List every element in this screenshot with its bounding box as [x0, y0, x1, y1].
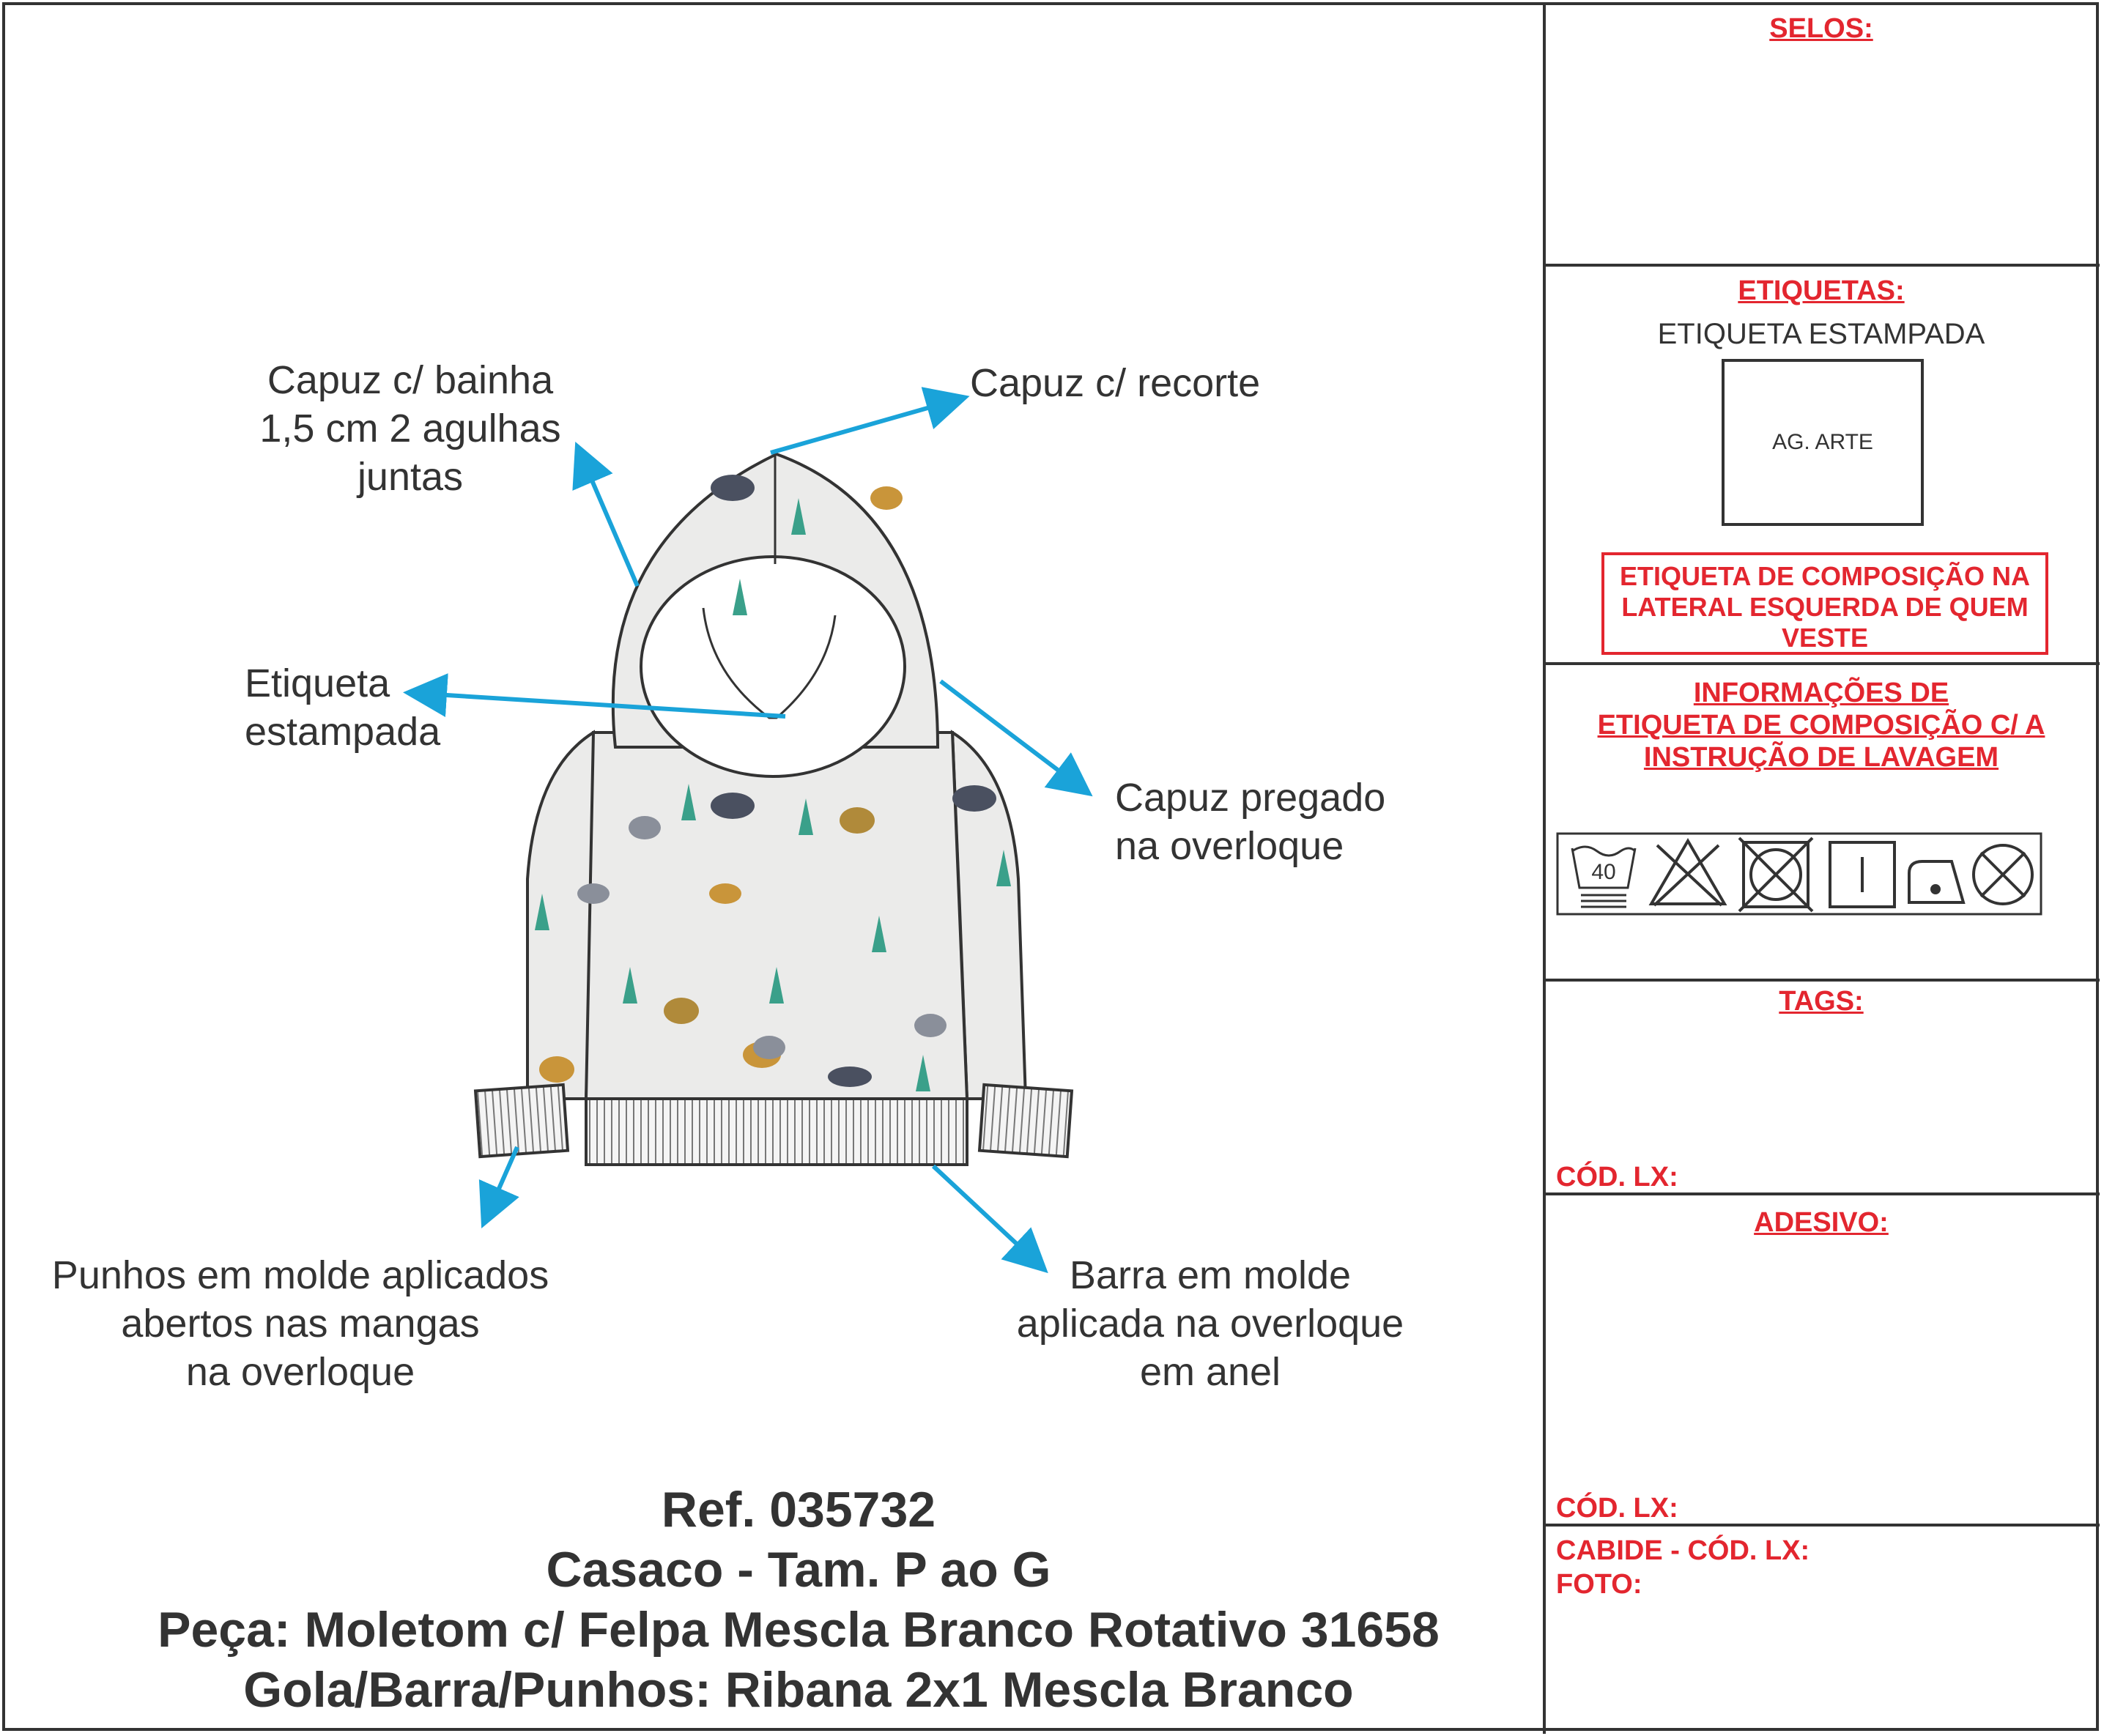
cabide-cod-lx: CABIDE - CÓD. LX:	[1556, 1535, 1810, 1566]
divider-informacoes	[1543, 979, 2100, 982]
label-printed-label	[245, 659, 440, 756]
composition-line-1: ETIQUETA DE COMPOSIÇÃO NA	[1619, 561, 2031, 591]
label-hood-attached	[1115, 774, 1385, 870]
label-cuffs	[15, 1251, 586, 1396]
cod-lx-adesivo: CÓD. LX:	[1556, 1493, 1678, 1524]
label-hem-band-1: Barra em molde	[1069, 1253, 1352, 1297]
arrow-hood-attached	[941, 681, 1086, 791]
etiquetas-heading: ETIQUETAS:	[1738, 275, 1905, 306]
label-printed-label-1: Etiqueta	[245, 661, 390, 705]
arrow-hood-cut	[771, 398, 961, 453]
informacoes-heading	[1543, 677, 2100, 774]
care-symbols	[1556, 832, 2042, 916]
label-hood-hem-1: Capuz c/ bainha	[267, 358, 554, 402]
label-art-box	[1722, 359, 1924, 526]
informacoes-line-1: INFORMAÇÕES DE	[1693, 678, 1949, 708]
label-cuffs-1: Punhos em molde aplicados	[51, 1253, 549, 1297]
label-hem-band-2: aplicada na overloque	[1016, 1302, 1404, 1346]
no-dry-clean-icon	[1974, 845, 2032, 904]
composition-line-2: LATERAL ESQUERDA DE QUEM	[1621, 592, 2029, 622]
label-hood-hem-3: juntas	[357, 455, 464, 499]
selos-heading: SELOS:	[1769, 13, 1873, 44]
iron-low-icon	[1909, 861, 1963, 902]
label-hood-attached-1: Capuz pregado	[1115, 776, 1386, 820]
label-printed-label-2: estampada	[245, 710, 441, 754]
label-hood-cut: Capuz c/ recorte	[970, 361, 1261, 405]
label-cuffs-2: abertos nas mangas	[121, 1302, 480, 1346]
label-hood-attached-2: na overloque	[1115, 824, 1344, 868]
label-cuffs-3: na overloque	[185, 1350, 415, 1394]
etiqueta-estampada-text: ETIQUETA ESTAMPADA	[1657, 318, 1985, 350]
informacoes-line-2: ETIQUETA DE COMPOSIÇÃO C/ A	[1597, 710, 2045, 741]
arrow-printed-label	[412, 693, 785, 716]
foto-label: FOTO:	[1556, 1569, 1642, 1600]
wash-40-icon	[1572, 847, 1635, 907]
label-hem-band-3: em anel	[1139, 1350, 1281, 1394]
label-hood-hem-2: 1,5 cm 2 agulhas	[259, 407, 561, 450]
no-bleach-icon	[1651, 841, 1725, 905]
informacoes-line-3: INSTRUÇÃO DE LAVAGEM	[1643, 742, 1999, 773]
composition-line-3: VESTE	[1781, 623, 1869, 653]
label-hem-band	[983, 1251, 1437, 1396]
arrow-cuffs	[485, 1147, 517, 1220]
ag-arte-text: AG. ARTE	[1772, 430, 1873, 454]
product-trims: Gola/Barra/Punhos: Ribana 2x1 Mescla Branco	[243, 1662, 1354, 1718]
divider-selos	[1543, 264, 2100, 267]
no-tumble-dry-icon	[1739, 838, 1812, 911]
product-ref: Ref. 035732	[661, 1482, 936, 1537]
wash-temp: 40	[1591, 860, 1616, 884]
product-name: Casaco - Tam. P ao G	[546, 1542, 1051, 1598]
label-hood-hem	[220, 356, 601, 501]
composition-box	[1601, 552, 2048, 655]
cod-lx-tags: CÓD. LX:	[1556, 1162, 1678, 1192]
sidebar-divider	[1543, 2, 1546, 1734]
adesivo-heading: ADESIVO:	[1754, 1207, 1889, 1238]
tags-heading: TAGS:	[1779, 986, 1864, 1017]
line-dry-icon	[1830, 842, 1894, 907]
divider-etiquetas	[1543, 662, 2100, 665]
product-fabric: Peça: Moletom c/ Felpa Mescla Branco Rotativo 31658	[158, 1602, 1440, 1658]
